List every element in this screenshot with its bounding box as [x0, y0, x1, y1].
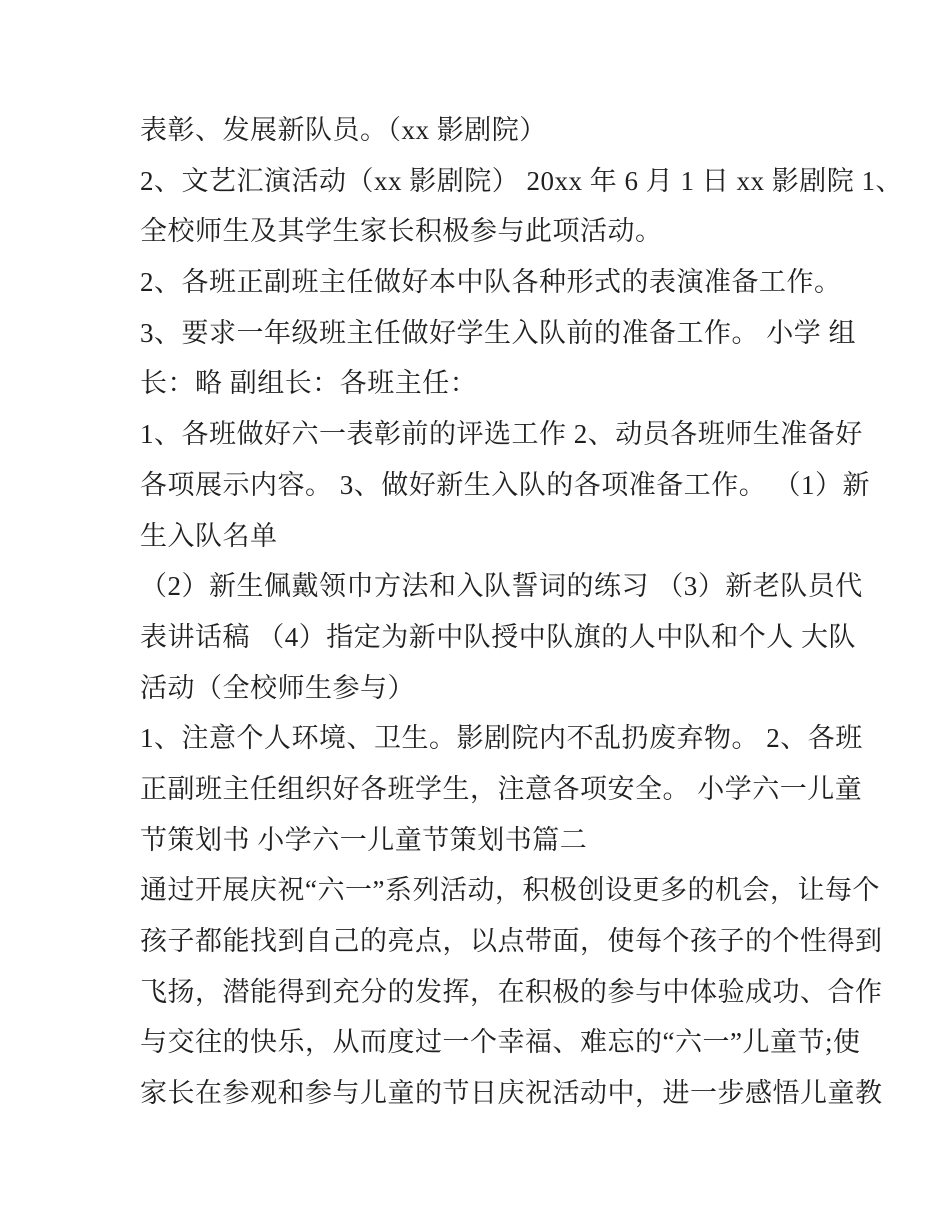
text-line-20: 家长在参观和参与儿童的节日庆祝活动中，进一步感悟儿童教 [140, 1078, 883, 1109]
text-line-2: 2、文艺汇演活动（xx 影剧院） 20xx 年 6 月 1 日 xx 影剧院 1、 [140, 165, 903, 196]
text-line-3: 全校师生及其学生家长积极参与此项活动。 [140, 216, 663, 247]
document-page [140, 105, 903, 1119]
text-line-19: 与交往的快乐，从而度过一个幸福、难忘的“六一”儿童节;使 [140, 1027, 861, 1058]
text-line-16: 通过开展庆祝“六一”系列活动，积极创设更多的机会，让每个 [140, 875, 880, 906]
text-line-1: 表彰、发展新队员。（xx 影剧院） [140, 115, 547, 145]
text-line-13: 1、注意个人环境、卫生。影剧院内不乱扔废弃物。 2、各班 [140, 723, 863, 754]
text-line-8: 各项展示内容。 3、做好新生入队的各项准备工作。 （1）新 [140, 469, 870, 500]
text-line-15: 节策划书 小学六一儿童节策划书篇二 [140, 824, 588, 855]
text-line-7: 1、各班做好六一表彰前的评选工作 2、动员各班师生准备好 [140, 419, 863, 450]
text-line-9: 生入队名单 [140, 520, 278, 551]
text-line-6: 长：略 副组长：各班主任： [140, 368, 478, 399]
text-line-17: 孩子都能找到自己的亮点，以点带面，使每个孩子的个性得到 [140, 926, 883, 956]
text-line-10: （2）新生佩戴领巾方法和入队誓词的练习 （3）新老队员代 [140, 571, 863, 602]
text-line-11: 表讲话稿 （4）指定为新中队授中队旗的人中队和个人 大队 [140, 621, 856, 652]
text-line-5: 3、要求一年级班主任做好学生入队前的准备工作。 小学 组 [140, 317, 856, 348]
text-line-18: 飞扬，潜能得到充分的发挥，在积极的参与中体验成功、合作 [140, 976, 883, 1007]
text-line-12: 活动（全校师生参与） [140, 672, 415, 703]
text-line-14: 正副班主任组织好各班学生，注意各项安全。 小学六一儿童 [140, 773, 863, 804]
text-line-4: 2、各班正副班主任做好本中队各种形式的表演准备工作。 [140, 267, 842, 298]
